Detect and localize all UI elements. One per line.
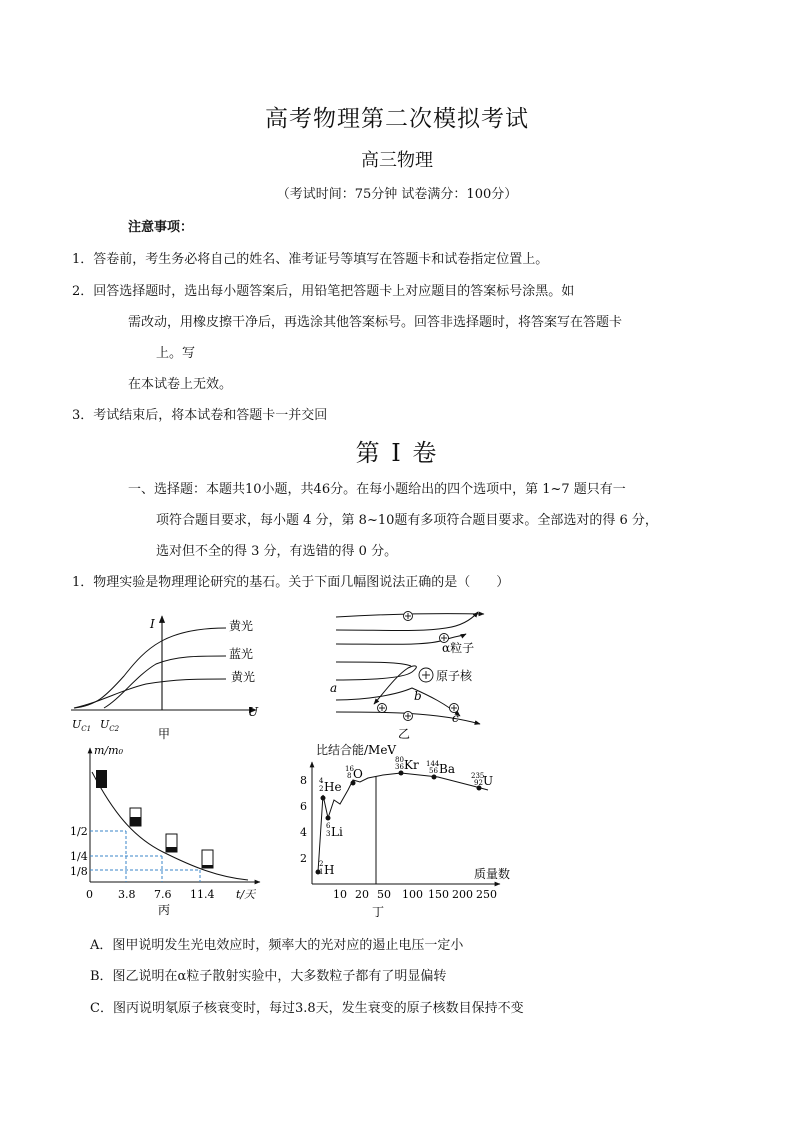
bing-x-tick: 3.8 (118, 888, 136, 901)
svg-text:U: U (483, 774, 494, 788)
jia-tick-uc2: $U_{C2}$ (100, 718, 120, 733)
bing-y-tick: 1/2 (70, 825, 88, 838)
jia-x-axis-label: U (248, 705, 259, 719)
ding-x-tick: 200 (452, 888, 473, 901)
jia-tick-uc1: $U_{C1}$ (72, 718, 92, 733)
svg-text:16: 16 (345, 765, 354, 773)
svg-text:36: 36 (395, 763, 404, 771)
note-item: 2．回答选择题时，选出每小题答案后，用铅笔把答题卡上对应题目的答案标号涂黑。如 (72, 284, 575, 299)
bing-caption: 丙 (158, 903, 171, 917)
section-instruction: 一、选择题：本题共10小题，共46分。在每小题给出的四个选项中，第 1~7 题只有一 (128, 482, 626, 497)
svg-text:1: 1 (319, 868, 324, 876)
bing-x-tick: 0 (86, 888, 93, 901)
svg-text:92: 92 (474, 779, 483, 787)
bing-y-tick: 1/4 (70, 850, 88, 863)
note-item: 1．答卷前，考生务必将自己的姓名、准考证号等填写在答题卡和试卷指定位置上。 (72, 252, 549, 267)
jia-curve-label: 黄光 (231, 670, 256, 684)
yi-label-alpha: α粒子 (442, 641, 475, 655)
jia-y-axis-label: I (150, 617, 155, 631)
ding-x-tick: 50 (377, 888, 391, 901)
ding-nuclide-kr (395, 756, 419, 772)
yi-label-a: a (330, 681, 338, 695)
figure-jia (66, 606, 266, 742)
bing-x-axis-label: t/天 (236, 888, 256, 901)
ding-y-tick: 6 (300, 800, 307, 813)
svg-text:2: 2 (319, 860, 324, 868)
yi-label-c: c (452, 711, 459, 725)
svg-text:56: 56 (429, 767, 438, 775)
jia-curve-label: 黄光 (229, 619, 254, 633)
bing-x-tick: 11.4 (190, 888, 215, 901)
note-item: 在本试卷上无效。 (128, 377, 233, 392)
option-b: B．图乙说明在α粒子散射实验中，大多数粒子都有了明显偏转 (90, 969, 447, 984)
ding-y-tick: 2 (300, 852, 307, 865)
ding-nuclide-u (471, 772, 493, 788)
ding-nuclide-li (326, 822, 343, 839)
svg-text:80: 80 (395, 756, 404, 764)
figure-ding (298, 740, 528, 922)
jia-caption: 甲 (158, 727, 171, 741)
ding-x-tick: 250 (476, 888, 497, 901)
svg-text:144: 144 (426, 760, 440, 768)
exam-title: 高考物理第二次模拟考试 (265, 106, 529, 132)
bing-y-axis-label: m/m₀ (94, 744, 123, 757)
note-item: 需改动，用橡皮擦干净后，再选涂其他答案标号。回答非选择题时，将答案写在答题卡 (128, 315, 623, 330)
ding-nuclide-he (319, 777, 342, 794)
question-stem: 1．物理实验是物理理论研究的基石。关于下面几幅图说法正确的是（ ） (72, 575, 510, 590)
ding-nuclide-h (319, 860, 334, 877)
bing-x-tick: 7.6 (154, 888, 172, 901)
svg-text:O: O (353, 767, 363, 781)
svg-text:H: H (324, 863, 335, 877)
svg-text:8: 8 (347, 772, 352, 780)
figure-bing (68, 742, 268, 922)
exam-time-info: （考试时间：75分钟 试卷满分：100分） (276, 187, 518, 202)
svg-text:3: 3 (326, 830, 331, 838)
svg-text:Li: Li (331, 825, 343, 839)
section-instruction: 项符合题目要求，每小题 4 分，第 8~10题有多项符合题目要求。全部选对的得 6 分， (156, 513, 658, 528)
option-a: A．图甲说明发生光电效应时，频率大的光对应的遏止电压一定小 (90, 938, 464, 953)
option-c: C．图丙说明氡原子核衰变时，每过3.8天，发生衰变的原子核数目保持不变 (90, 1001, 524, 1016)
yi-label-b: b (414, 689, 422, 703)
svg-text:6: 6 (326, 822, 331, 830)
ding-y-tick: 4 (300, 826, 307, 839)
yi-caption: 乙 (398, 727, 411, 740)
ding-nuclide-o (345, 765, 363, 781)
svg-text:He: He (324, 780, 342, 794)
svg-text:2: 2 (319, 785, 324, 793)
ding-x-tick: 100 (402, 888, 423, 901)
notes-heading: 注意事项： (128, 220, 194, 235)
ding-nuclide-ba (426, 760, 455, 776)
section-title: 第 I 卷 (355, 439, 439, 467)
figure-yi (326, 600, 496, 740)
jia-curve-label: 蓝光 (229, 647, 254, 661)
ding-x-tick: 10 (333, 888, 347, 901)
ding-x-tick: 20 (355, 888, 369, 901)
exam-subtitle: 高三物理 (361, 150, 433, 171)
svg-text:Kr: Kr (404, 758, 419, 772)
yi-label-nucleus: 原子核 (436, 669, 473, 683)
section-instruction: 选对但不全的得 3 分，有选错的得 0 分。 (156, 544, 398, 559)
ding-y-tick: 8 (300, 774, 307, 787)
ding-y-axis-label: 比结合能/MeV (316, 743, 397, 757)
svg-text:4: 4 (319, 777, 324, 785)
ding-x-axis-label: 质量数 (474, 867, 511, 881)
note-item: 3．考试结束后，将本试卷和答题卡一并交回 (72, 408, 328, 423)
svg-text:235: 235 (471, 772, 485, 780)
note-item: 上。写 (156, 346, 196, 361)
svg-text:Ba: Ba (439, 762, 455, 776)
bing-y-tick: 1/8 (70, 865, 88, 878)
ding-caption: 丁 (372, 905, 385, 919)
ding-x-tick: 150 (428, 888, 449, 901)
